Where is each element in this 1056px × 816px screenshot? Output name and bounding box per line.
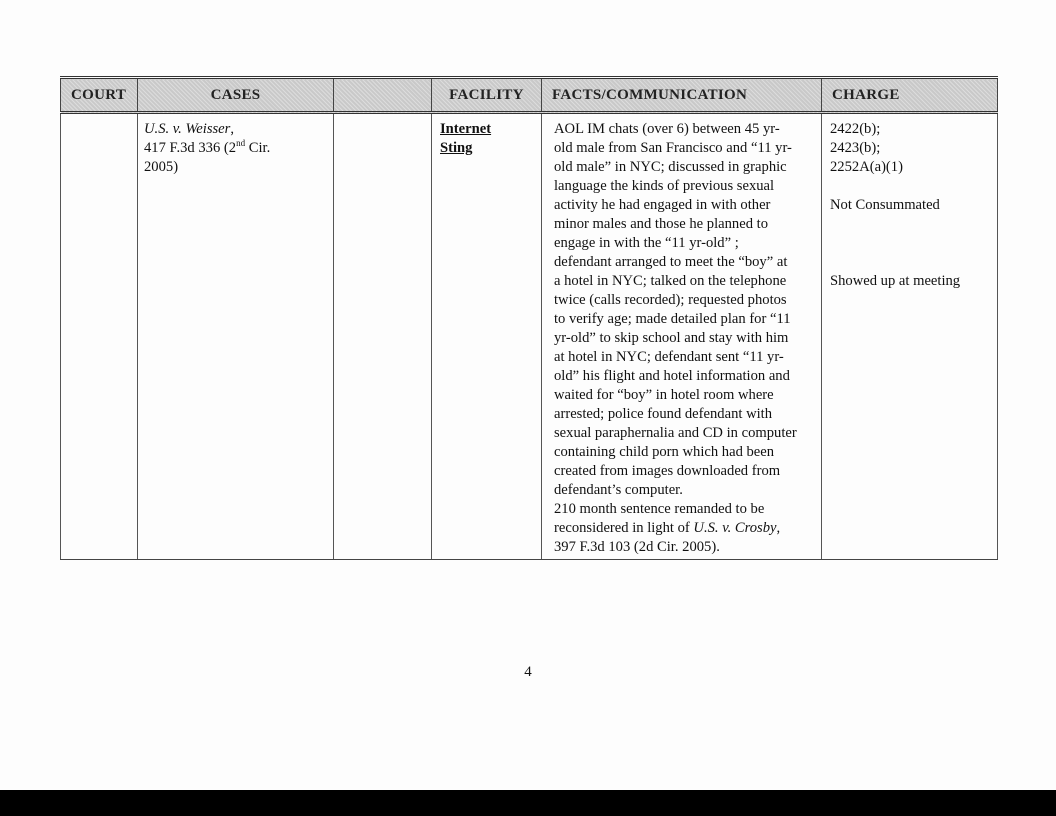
facts-line: to verify age; made detailed plan for “11 — [554, 311, 791, 327]
facts-cell — [542, 113, 822, 560]
facts-line: twice (calls recorded); requested photos — [554, 292, 787, 308]
facts-line: old” his flight and hotel information and — [554, 368, 790, 384]
page-number: 4 — [524, 664, 532, 680]
facts-line: 210 month sentence remanded to be — [554, 501, 765, 517]
spacer — [830, 234, 991, 253]
facts-line: minor males and those he planned to — [554, 216, 768, 232]
header-charge: CHARGE — [822, 78, 998, 113]
court-cell — [61, 113, 138, 560]
facts-line: at hotel in NYC; defendant sent “11 yr- — [554, 349, 784, 365]
spacer — [830, 177, 991, 196]
facts-line: yr-old” to skip school and stay with him — [554, 330, 789, 346]
header-court: COURT — [61, 78, 138, 113]
facts-line: old male from San Francisco and “11 yr- — [554, 140, 792, 156]
case-title: U.S. v. Weisser, — [144, 121, 234, 137]
bottom-bar — [0, 790, 1056, 816]
facility-internet-link[interactable]: Internet — [440, 121, 492, 137]
blank-cell — [334, 113, 432, 560]
facts-line: activity he had engaged in with other — [554, 197, 771, 213]
facts-line: reconsidered in light of U.S. v. Crosby, — [554, 520, 781, 536]
facts-line: arrested; police found defendant with — [554, 406, 773, 422]
charge-cell — [822, 113, 998, 560]
facts-line: AOL IM chats (over 6) between 45 yr- — [554, 121, 780, 137]
facility-sting-link[interactable]: Sting — [440, 140, 473, 156]
spacer — [830, 215, 991, 234]
facts-line: created from images downloaded from — [554, 463, 781, 479]
charge-outcome: Showed up at meeting — [830, 273, 961, 289]
case-cell — [138, 113, 334, 560]
facts-line: defendant arranged to meet the “boy” at — [554, 254, 788, 270]
charge-status: Not Consummated — [830, 197, 940, 213]
charge-statute: 2252A(a)(1) — [830, 159, 903, 175]
header-cases: CASES — [138, 78, 334, 113]
facility-cell — [432, 113, 542, 560]
charge-statute: 2422(b); — [830, 121, 881, 137]
header-facility: FACILITY — [432, 78, 542, 113]
facts-line: a hotel in NYC; talked on the telephone — [554, 273, 787, 289]
case-table — [60, 76, 998, 560]
spacer — [830, 253, 991, 272]
case-citation: 417 F.3d 336 (2nd Cir. — [144, 138, 271, 156]
facts-line: 397 F.3d 103 (2d Cir. 2005). — [554, 539, 720, 555]
facts-line: old male” in NYC; discussed in graphic — [554, 159, 787, 175]
header-row — [61, 78, 998, 113]
header-blank — [334, 78, 432, 113]
cited-case-name: U.S. v. Crosby — [693, 520, 777, 536]
charge-statute: 2423(b); — [830, 140, 881, 156]
facts-text — [554, 120, 815, 519]
case-name: U.S. v. Weisser — [144, 121, 231, 137]
facts-line: defendant’s computer. — [554, 482, 683, 498]
case-year: 2005) — [144, 159, 179, 175]
header-facts: FACTS/COMMUNICATION — [542, 78, 822, 113]
facts-line: engage in with the “11 yr-old” ; — [554, 235, 739, 251]
facts-line: language the kinds of previous sexual — [554, 178, 775, 194]
table-row — [61, 113, 998, 560]
facts-line: containing child porn which had been — [554, 444, 775, 460]
facts-line: waited for “boy” in hotel room where — [554, 387, 774, 403]
facts-line: sexual paraphernalia and CD in computer — [554, 425, 797, 441]
